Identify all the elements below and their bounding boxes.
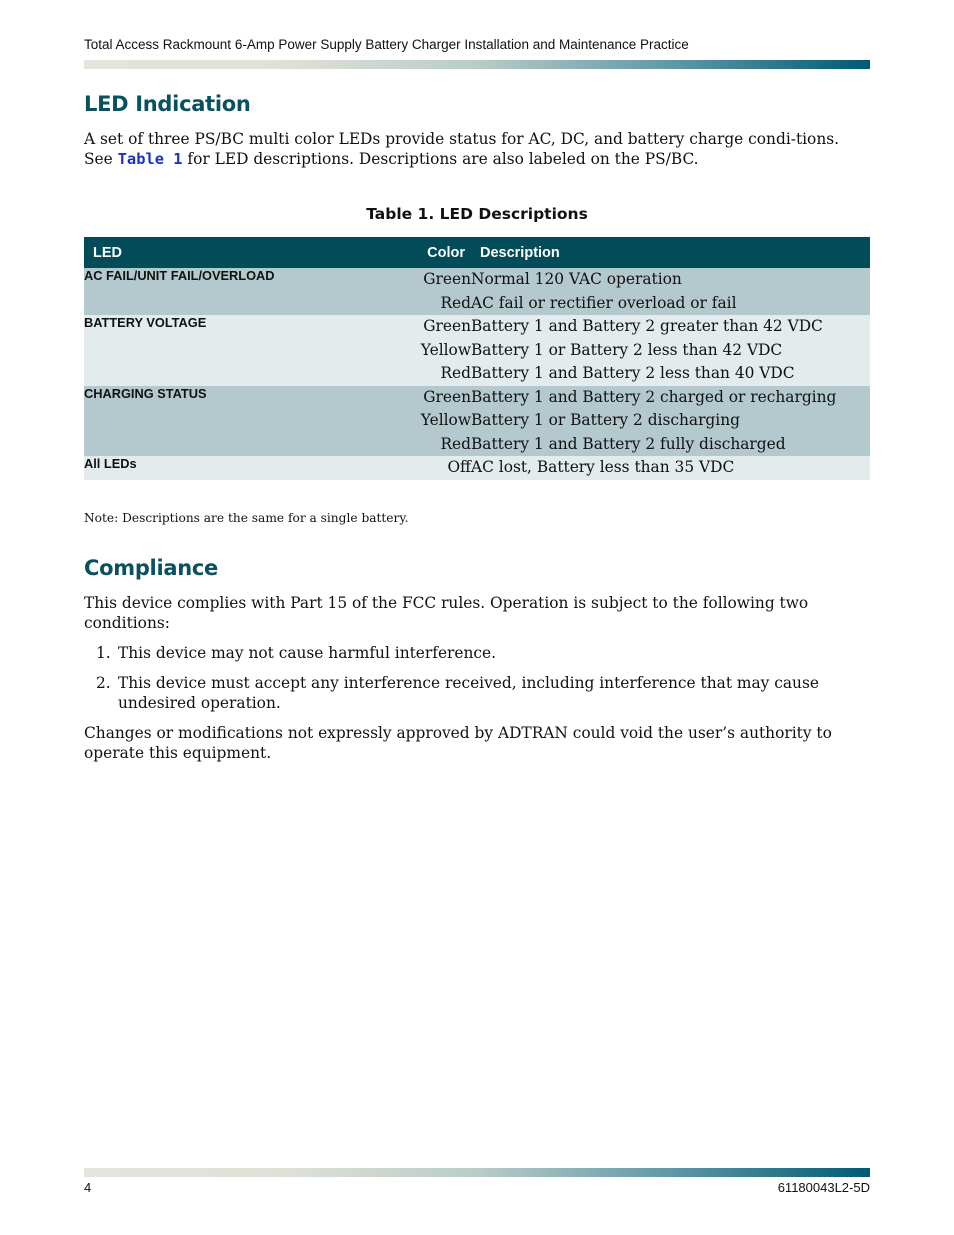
description-value: Normal 120 VAC operation <box>471 270 682 288</box>
color-value: Yellow <box>420 340 471 359</box>
header-led: LED <box>84 237 384 268</box>
description-value: AC fail or rectifier overload or fail <box>471 293 737 312</box>
table-caption: Table 1. LED Descriptions <box>366 205 588 223</box>
table-row <box>84 386 870 457</box>
color-value: Red <box>440 434 471 453</box>
description-cell <box>471 315 870 386</box>
color-value: Green <box>423 270 471 288</box>
description-value: Battery 1 and Battery 2 fully discharged <box>471 434 786 453</box>
led-intro-paragraph <box>84 129 870 169</box>
list-item-number: 1. <box>96 644 111 662</box>
led-name-cell: CHARGING STATUS <box>84 386 384 457</box>
led-name-cell: BATTERY VOLTAGE <box>84 315 384 386</box>
table-header-row <box>84 237 870 268</box>
document-number: 61180043L2-5D <box>777 1180 870 1195</box>
description-value: Battery 1 and Battery 2 less than 40 VDC <box>471 364 795 382</box>
footer-rule <box>84 1168 870 1177</box>
description-value: Battery 1 or Battery 2 less than 42 VDC <box>471 340 783 359</box>
color-cell <box>384 386 471 457</box>
header-description: Description <box>471 237 870 268</box>
description-value: Battery 1 and Battery 2 charged or recharging <box>471 387 837 406</box>
description-value: Battery 1 and Battery 2 greater than 42 VDC <box>471 317 823 335</box>
intro-text-before: A set of three PS/BC multi color LEDs provide status for AC, DC, and battery charge condi-tions. See <box>84 130 840 168</box>
table-1-link[interactable]: Table 1 <box>117 150 183 168</box>
led-name-cell: All LEDs <box>84 456 384 480</box>
compliance-closing-paragraph: Changes or modifications not expressly approved by ADTRAN could void the user’s authority to operate this equipment. <box>84 724 832 762</box>
list-item-number: 2. <box>96 674 111 692</box>
color-cell <box>384 456 471 480</box>
table-note: Note: Descriptions are the same for a single battery. <box>84 511 409 525</box>
list-item <box>84 643 870 663</box>
header-rule <box>84 60 870 69</box>
color-cell <box>384 315 471 386</box>
description-value: Battery 1 or Battery 2 discharging <box>471 411 740 429</box>
color-value: Red <box>440 293 471 312</box>
header-color: Color <box>384 237 471 268</box>
running-header: Total Access Rackmount 6-Amp Power Supply Battery Charger Installation and Maintenance Practice <box>84 37 689 52</box>
description-value: AC lost, Battery less than 35 VDC <box>471 458 735 476</box>
color-cell <box>384 268 471 315</box>
color-value: Green <box>423 317 471 335</box>
conditions-list <box>84 643 870 723</box>
description-cell <box>471 386 870 457</box>
color-value: Green <box>423 387 471 406</box>
table-row <box>84 456 870 480</box>
led-name-cell: AC FAIL/UNIT FAIL/OVERLOAD <box>84 268 384 315</box>
list-item <box>84 673 870 713</box>
description-cell <box>471 456 870 480</box>
table-row <box>84 315 870 386</box>
section-heading-compliance: Compliance <box>84 556 218 580</box>
color-value: Off <box>447 458 471 476</box>
list-item-text: This device must accept any interference received, including interference that may cause undesired operation. <box>118 674 819 712</box>
description-cell <box>471 268 870 315</box>
table-row <box>84 268 870 315</box>
compliance-intro-paragraph: This device complies with Part 15 of the FCC rules. Operation is subject to the following two conditions: <box>84 594 809 632</box>
color-value: Red <box>440 364 471 382</box>
intro-text-after: for LED descriptions. Descriptions are also labeled on the PS/BC. <box>182 150 699 168</box>
color-value: Yellow <box>420 411 471 429</box>
list-item-text: This device may not cause harmful interference. <box>118 644 497 662</box>
section-heading-led-indication: LED Indication <box>84 92 251 116</box>
led-descriptions-table <box>84 237 870 480</box>
page-number: 4 <box>84 1180 92 1195</box>
